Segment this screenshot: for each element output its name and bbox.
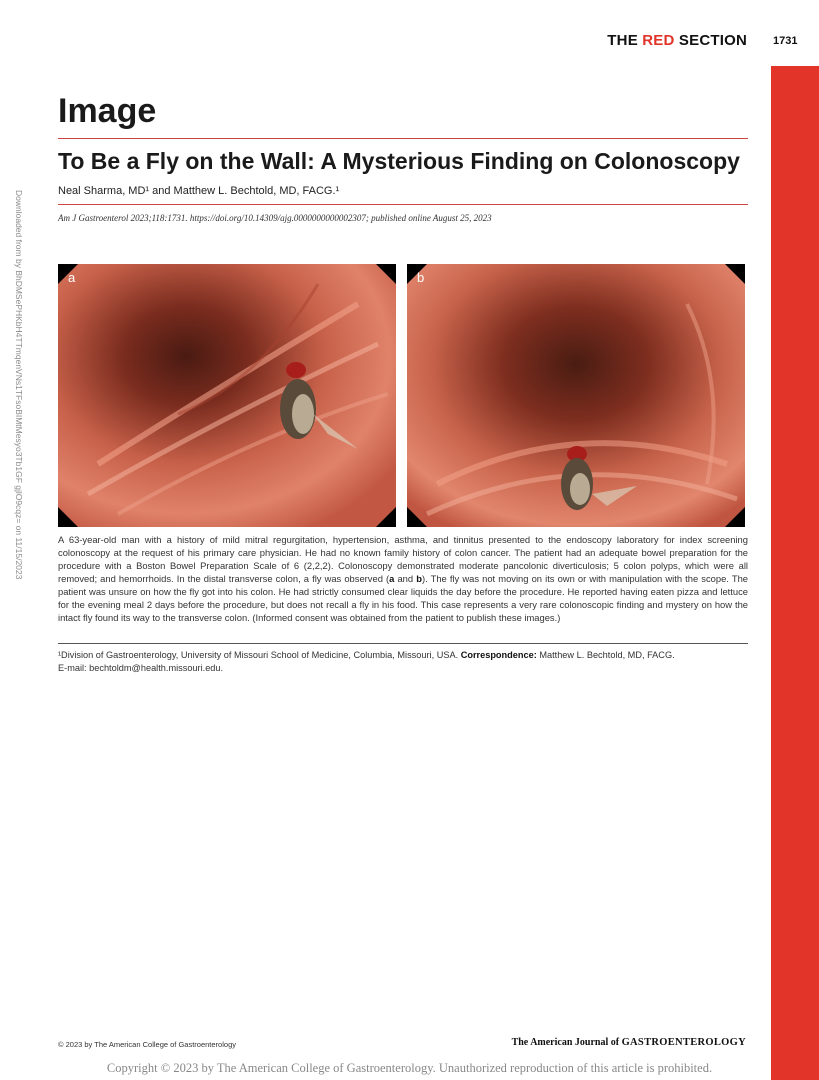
- section-header-post: SECTION: [674, 32, 747, 49]
- caption-ref-b: b: [416, 573, 422, 584]
- article-title: To Be a Fly on the Wall: A Mysterious Finding on Colonoscopy: [58, 148, 740, 174]
- endoscopy-image-fly-a: [58, 264, 396, 527]
- figure-a-label: a: [68, 270, 76, 285]
- correspondence-text: Matthew L. Bechtold, MD, FACG.: [536, 650, 675, 660]
- correspondence-label: Correspondence:: [460, 650, 537, 660]
- affiliation-text: ¹Division of Gastroenterology, University of Missouri School of Medicine, Columbia, Missouri, USA.: [58, 650, 461, 660]
- caption-and: and: [394, 573, 417, 584]
- copyright-notice: Copyright © 2023 by The American College of Gastroenterology. Unauthorized reproduction of this article is prohibited.: [106, 1061, 713, 1075]
- figure-a: [58, 264, 396, 527]
- footer-journal: [512, 1037, 746, 1048]
- affiliation-rule: [58, 643, 748, 644]
- footer-journal-pre: The American Journal of: [511, 1037, 622, 1048]
- affiliation-block: [58, 649, 748, 675]
- download-watermark: Downloaded from by BhDMSePHKbH4TTmqenVNs1TFsoBIMtMesyo3Tb1GF gjlO9cqz= on 11/15/2023: [14, 190, 24, 580]
- article-kicker: Image: [58, 92, 157, 130]
- section-header-pre: THE: [607, 32, 643, 49]
- article-authors: Neal Sharma, MD¹ and Matthew L. Bechtold, MD, FACG.¹: [58, 185, 340, 197]
- footer-journal-name: GASTROENTEROLOGY: [621, 1037, 746, 1048]
- section-header: [607, 32, 747, 49]
- author-rule: [58, 204, 748, 205]
- section-color-bar: [771, 66, 819, 1080]
- correspondence-email: E-mail: bechtoldm@health.missouri.edu.: [58, 663, 224, 673]
- kicker-rule: [58, 138, 748, 139]
- figure-b: [407, 264, 745, 527]
- footer-copyright-left: © 2023 by The American College of Gastroenterology: [58, 1040, 236, 1049]
- article-citation: Am J Gastroenterol 2023;118:1731. https://doi.org/10.14309/ajg.0000000000002307; published online August 25, 2023: [58, 213, 492, 223]
- caption-ref-a: a: [389, 573, 395, 584]
- figure-caption: [58, 533, 748, 624]
- caption-part1: A 63-year-old man with a history of mild mitral regurgitation, hypertension, asthma, and tinnitus presented to the endoscopy laboratory for index screening colonoscopy at the request of his primary care physician. He had no known family history of colon cancer. The patient had an adequate bowel preparation for the procedure with a Boston Bowel Preparation Scale of 6 (2,2,2). Colonoscopy demonstrated moderate pancolonic diverticulosis; 5 colon polyps, which were all removed; and hemorrhoids. In the distal transverse colon, a fly was observed (: [58, 534, 748, 584]
- endoscopy-image-fly-b: [407, 264, 745, 527]
- figure-b-label: b: [417, 270, 425, 285]
- section-header-red: RED: [642, 32, 675, 49]
- page-number: 1731: [773, 35, 798, 47]
- caption-part2: ). The fly was not moving on its own or with manipulation with the scope. The patient was unsure on how the fly got into his colon. He had strictly consumed clear liquids the day before the procedure. He reported having eaten pizza and lettuce for the evening meal 2 days before the procedure, but does not recall a fly in his food. This case represents a very rare colonoscopic finding and mystery on how the intact fly found its way to the transverse colon. (Informed consent was obtained from the patient to publish these images.): [58, 573, 748, 623]
